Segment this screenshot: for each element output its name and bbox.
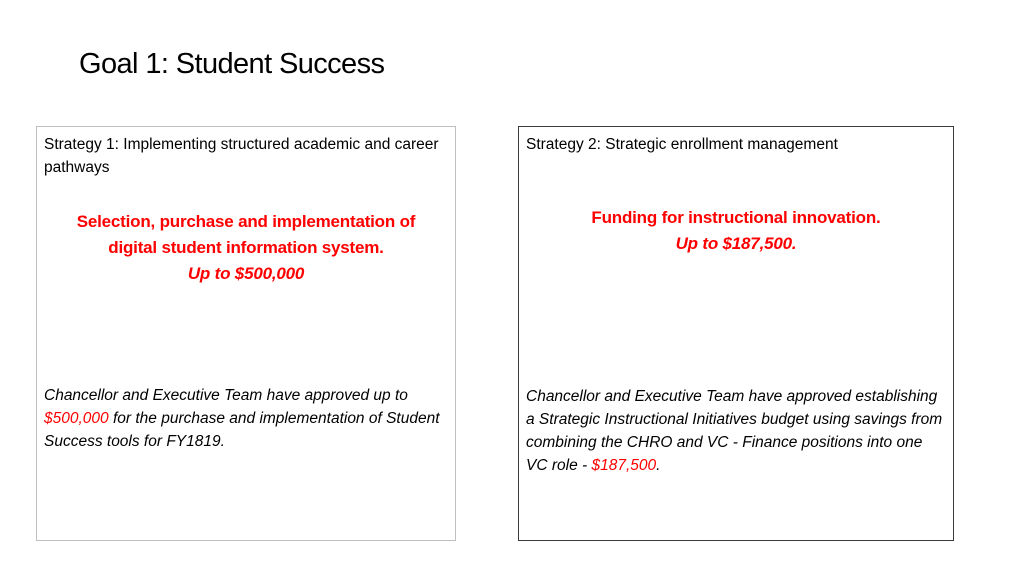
strategy-1-heading: Strategy 1: Implementing structured academic and career pathways: [44, 136, 439, 176]
strategy-2-heading: Strategy 2: Strategic enrollment management: [526, 136, 838, 153]
strategy-1-note-text-post: for the purchase and implementation of Student Success tools for FY1819.: [44, 410, 440, 450]
strategy-2-note-text-pre: Chancellor and Executive Team have approved establishing a Strategic Instructional Initiatives budget using savings from combining the CHRO and VC - Finance positions into one VC role -: [526, 388, 943, 474]
strategy-1-note-amount: $500,000: [44, 410, 109, 427]
strategy-1-box: [36, 126, 456, 541]
strategy-1-highlight-line-1: Selection, purchase and implementation of: [76, 212, 416, 231]
strategy-2-note: [526, 385, 945, 477]
slide-title: Goal 1: Student Success: [79, 48, 385, 80]
strategy-2-highlight-line-1: Funding for instructional innovation.: [591, 208, 881, 227]
strategy-2-note-amount: $187,500: [591, 457, 657, 474]
strategy-2-highlight: [525, 205, 947, 257]
strategy-1-highlight-amount: Up to $500,000: [187, 264, 305, 283]
strategy-2-note-text-post: .: [656, 457, 661, 474]
strategy-1-note-text-pre: Chancellor and Executive Team have approved up to: [44, 387, 408, 404]
strategy-1-highlight-line-2: digital student information system.: [108, 238, 384, 257]
strategy-2-highlight-amount: Up to $187,500.: [675, 234, 797, 253]
strategy-1-highlight: [43, 209, 449, 287]
strategy-2-box: [518, 126, 954, 541]
strategy-1-note: [44, 384, 447, 453]
